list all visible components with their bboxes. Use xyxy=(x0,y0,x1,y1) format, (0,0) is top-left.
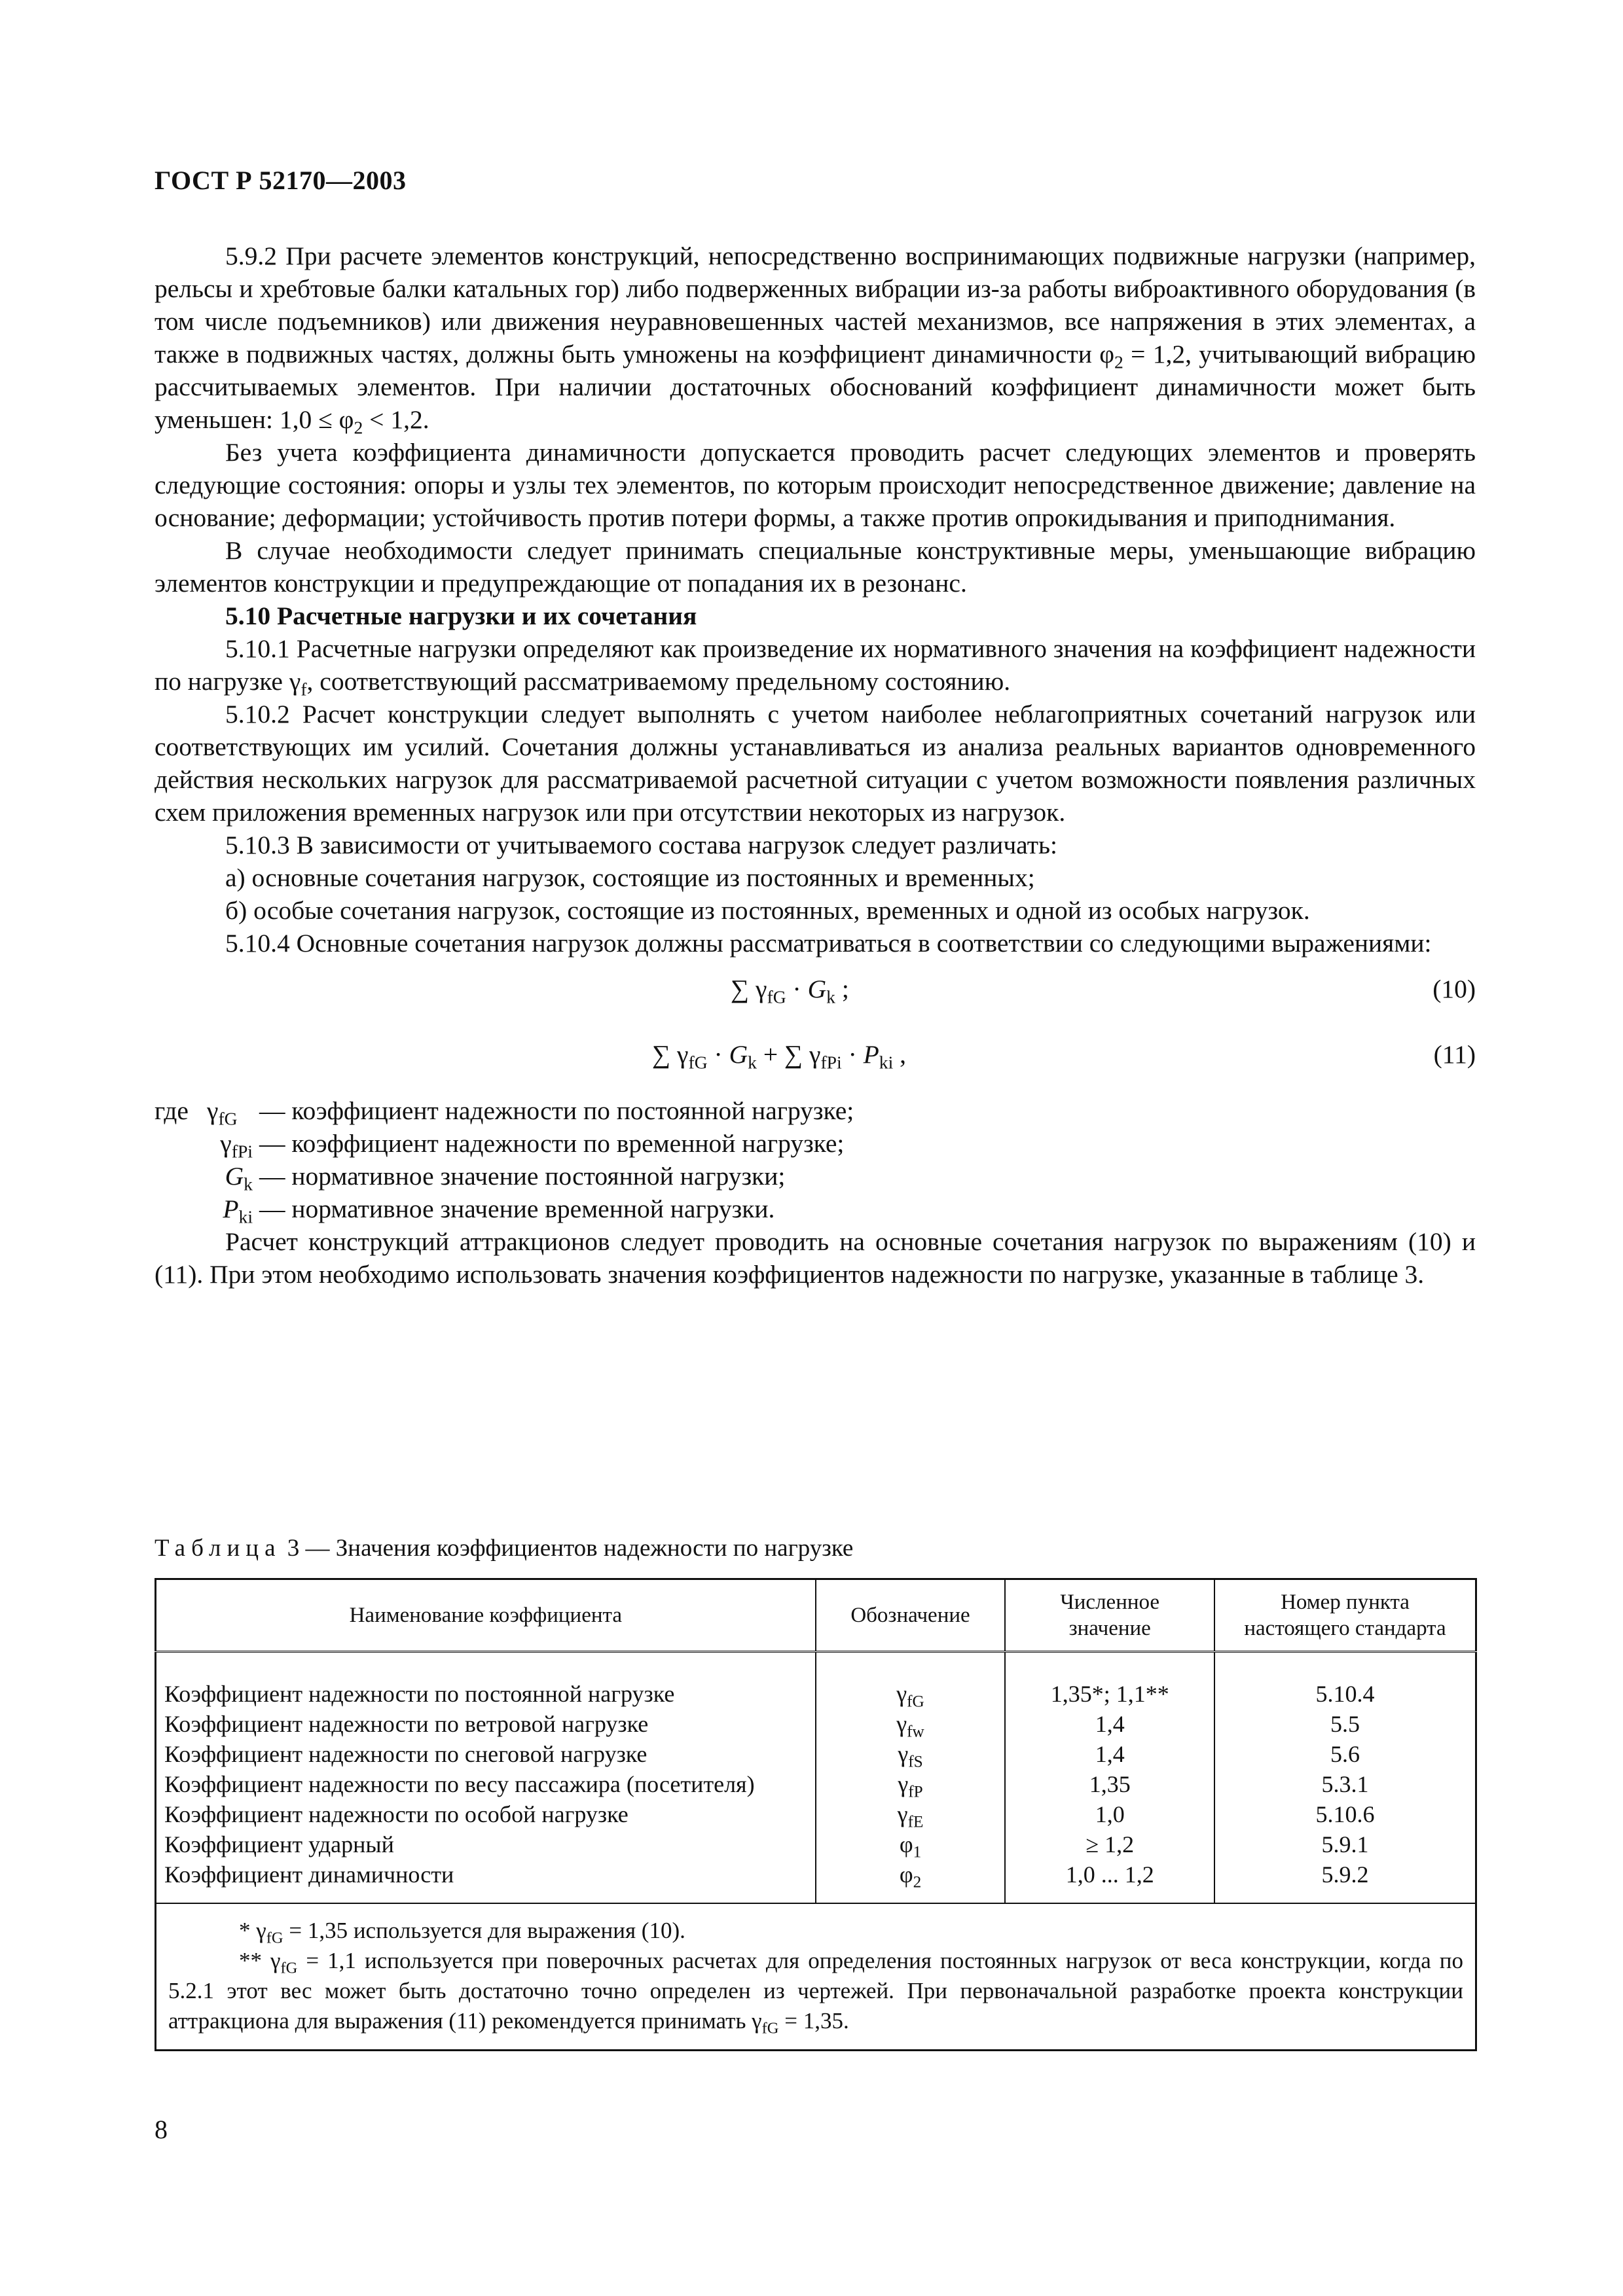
table-caption: Таблица 3 — Значения коэффициентов надежности по нагрузке xyxy=(155,1535,854,1562)
para-5-10-3: 5.10.3 В зависимости от учитываемого состава нагрузок следует различать: xyxy=(225,831,1057,859)
coefficients-table xyxy=(155,1578,1477,2051)
para-5-10-4: 5.10.4 Основные сочетания нагрузок должны рассматриваться в соответствии со следующими выражениями: xyxy=(225,929,1432,958)
table-note-2: ** $\gamma_{fG} = 1,1$ используется при поверочных расчетах для определения постоянных нагрузок от веса конструкции, когда по 5.2.1 этот вес может быть достаточно точно определен из чертежей. При первоначальной разработке проекта конструкции аттракциона для выражения (11) рекомендуется принимать $\gamma_{fG} = 1,35$. xyxy=(168,1948,1464,2037)
para-5-9-2: 5.9.2 При расчете элементов конструкций, непосредственно воспринимающих подвижные нагрузки (например, рельсы и хребтовые балки катальных гор) либо подверженных вибрации из-за работы виброактивного оборудования (в том числе подъемников) или движения неуравновешенных частей механизмов, все напряжения в этих элементах, а также в подвижных частях, должны быть умножены на коэффициент динамичности $\varphi_2 = 1,2$, учитывающий вибрацию рассчитываемых элементов. При наличии достаточных обоснований коэффициент динамичности может быть уменьшен: $1,0 \le \varphi_2 < 1,2$. xyxy=(155,242,1476,438)
table-row: Коэффициент надежности по весу пассажира (посетителя) $\gamma_{fP}$ 1,35 5.3.1 xyxy=(156,1769,1476,1799)
col-header-clause: Номер пункта настоящего стандарта xyxy=(1214,1579,1476,1652)
col-header-symbol: Обозначение xyxy=(816,1579,1006,1652)
table-row: Коэффициент динамичности $\varphi_2$ 1,0 ... 1,2 5.9.2 xyxy=(156,1859,1476,1903)
document-body xyxy=(155,240,1476,1291)
para-5-10-2: 5.10.2 Расчет конструкции следует выполнять с учетом наиболее неблагоприятных сочетаний нагрузок или соответствующих им усилий. Сочетания должны устанавливаться из анализа реальных вариантов одновременного действия нескольких нагрузок для рассматриваемой расчетной ситуации с учетом возможности появления различных схем приложения временных нагрузок или при отсутствии некоторых из нагрузок. xyxy=(155,700,1476,827)
table-row: Коэффициент надежности по особой нагрузке $\gamma_{fE}$ 1,0 5.10.6 xyxy=(156,1799,1476,1829)
col-header-name: Наименование коэффициента xyxy=(156,1579,816,1652)
para-5-10-3-a: а) основные сочетания нагрузок, состоящие из постоянных и временных; xyxy=(225,863,1035,892)
table-notes xyxy=(156,1903,1476,2051)
para-vibration: В случае необходимости следует принимать специальные конструктивные меры, уменьшающие вибрацию элементов конструкции и предупреждающие от попадания их в резонанс. xyxy=(155,536,1476,598)
section-heading-5-10: 5.10 Расчетные нагрузки и их сочетания xyxy=(225,601,697,630)
para-attractions: Расчет конструкций аттракционов следует проводить на основные сочетания нагрузок по выражениям (10) и (11). При этом необходимо использовать значения коэффициентов надежности по нагрузке, указанные в таблице 3. xyxy=(155,1227,1476,1289)
legend-row-Gk: $G_k$ — нормативное значение постоянной нагрузки; xyxy=(225,1162,786,1194)
legend-row-gamma-fPi: $\gamma_{fPi}$ — коэффициент надежности по временной нагрузке; xyxy=(220,1129,845,1162)
table-row: Коэффициент надежности по постоянной нагрузке $\gamma_{fG}$ 1,35*; 1,1** 5.10.4 xyxy=(156,1679,1476,1709)
para-5-10-1: 5.10.1 Расчетные нагрузки определяют как произведение их нормативного значения на коэффициент надежности по нагрузке $\gamma_f$, соответствующий рассматриваемому предельному состоянию. xyxy=(155,634,1476,700)
table-row: Коэффициент надежности по ветровой нагрузке $\gamma_{fw}$ 1,4 5.5 xyxy=(156,1709,1476,1739)
col-header-value: Численное значение xyxy=(1005,1579,1214,1652)
para-no-dynamic: Без учета коэффициента динамичности допускается проводить расчет следующих элементов и проверять следующие состояния: опоры и узлы тех элементов, по которым происходит непосредственное движение; давление на основание; деформации; устойчивость против потери формы, а также против опрокидывания и приподнимания. xyxy=(155,438,1476,532)
page-number: 8 xyxy=(155,2115,168,2144)
document-header: ГОСТ Р 52170—2003 xyxy=(155,166,407,195)
table-note-1: * $\gamma_{fG} = 1,35$ используется для выражения (10). xyxy=(239,1918,685,1947)
table-row: Коэффициент ударный $\varphi_1$ ≥ 1,2 5.9.1 xyxy=(156,1829,1476,1859)
legend-row-gamma-fG: где $\gamma_{fG}$ — коэффициент надежности по постоянной нагрузке; xyxy=(155,1096,854,1129)
para-5-10-3-b: б) особые сочетания нагрузок, состоящие из постоянных, временных и одной из особых нагрузок. xyxy=(225,896,1310,925)
formula-11: ∑ $\gamma_{fG} \cdot G_k$ + ∑ $\gamma_{fPi} \cdot P_{ki}$ , (11) xyxy=(652,1040,1476,1073)
legend-row-Pki: $P_{ki}$ — нормативное значение временной нагрузки. xyxy=(223,1194,775,1227)
table-row: Коэффициент надежности по снеговой нагрузке $\gamma_{fS}$ 1,4 5.6 xyxy=(156,1739,1476,1769)
formula-legend xyxy=(155,1094,1476,1225)
formula-10: ∑ $\gamma_{fG} \cdot G_k$ ; (10) xyxy=(731,975,1476,1007)
